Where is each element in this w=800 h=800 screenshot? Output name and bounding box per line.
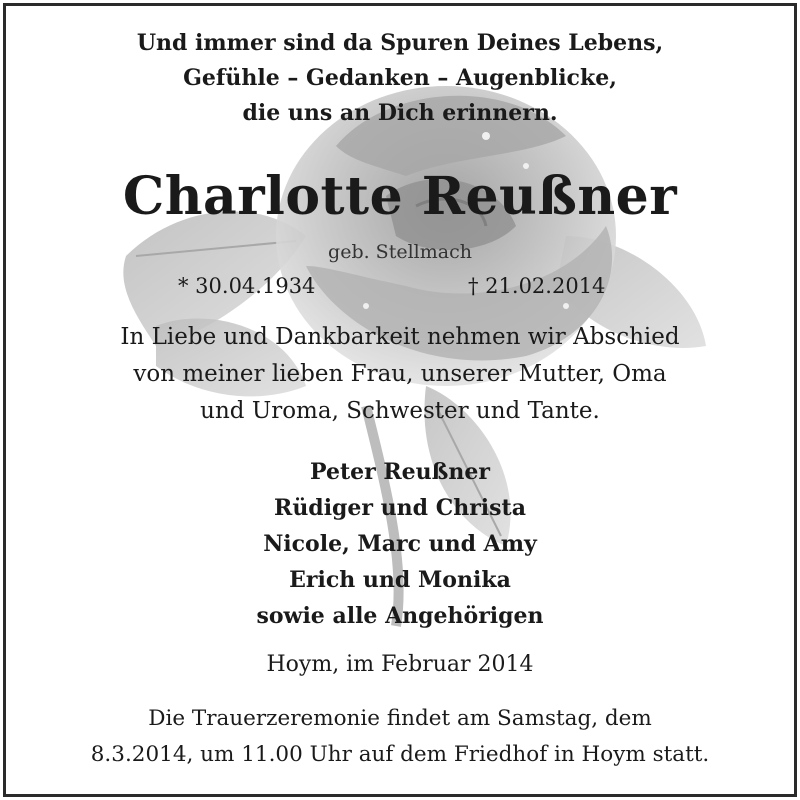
death-date: † 21.02.2014 [468,274,606,298]
farewell-line-1: In Liebe und Dankbarkeit nehmen wir Abschied [120,324,680,350]
mourner-5: sowie alle Angehörigen [256,603,544,629]
mourner-2: Rüdiger und Christa [274,495,526,521]
farewell-line-3: und Uroma, Schwester und Tante. [200,398,600,424]
motto-line-2: Gefühle – Gedanken – Augenblicke, [183,65,617,91]
motto-line-1: Und immer sind da Spuren Deines Lebens, [136,30,664,56]
ceremony-line-2: 8.3.2014, um 11.00 Uhr auf dem Friedhof in Hoym statt. [90,742,710,767]
maiden-name: geb. Stellmach [328,241,472,263]
mourner-4: Erich und Monika [289,567,511,593]
ceremony-line-1: Die Trauerzeremonie findet am Samstag, dem [148,706,652,731]
obituary-notice [3,3,797,797]
birth-date: * 30.04.1934 [178,274,316,298]
mourner-1: Peter Reußner [310,459,490,485]
farewell-line-2: von meiner lieben Frau, unserer Mutter, Oma [133,361,667,387]
mourner-3: Nicole, Marc und Amy [263,531,537,557]
deceased-name: Charlotte Reußner [122,166,678,227]
motto-line-3: die uns an Dich erinnern. [242,100,558,126]
place-date: Hoym, im Februar 2014 [266,652,534,677]
